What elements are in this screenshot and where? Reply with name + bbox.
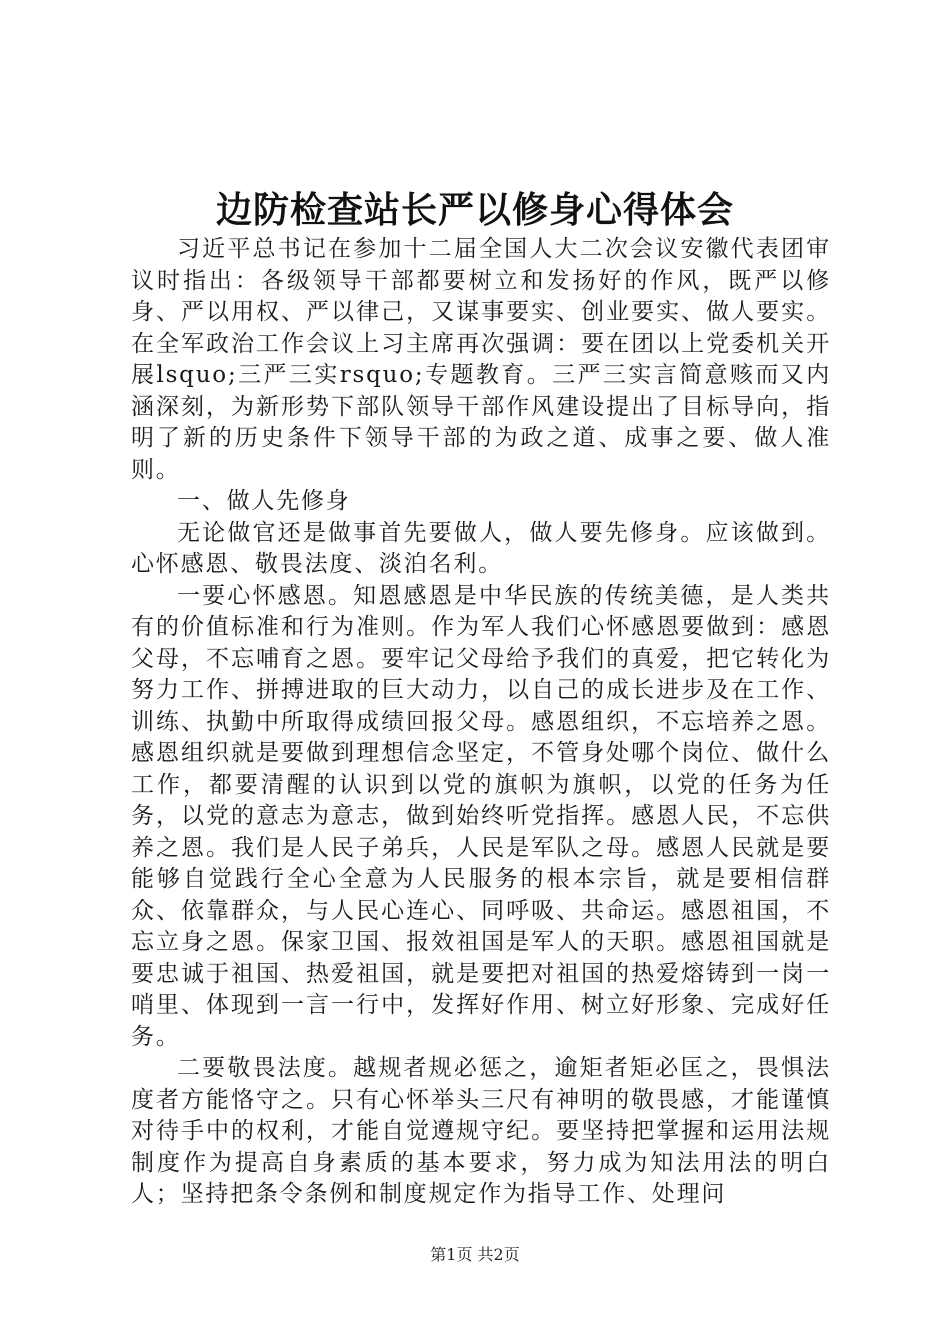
page-footer: 第1页 共2页 [430, 1245, 520, 1264]
document-title: 边防检查站长严以修身心得体会 [215, 189, 734, 231]
paragraph-intro: 习近平总书记在参加十二届全国人大二次会议安徽代表团审议时指出：各级领导干部都要树立和发扬好的作风，既严以修身、严以用权、严以律己，又谋事要实、创业要实、做人要实。在全军政治工作会议上习主席再次强调：要在团以上党委机关开展lsquo;三严三实rsquo;专题教育。三严三实言简意赅而又内涵深刻，为新形势下部队领导干部作风建设提出了目标导向，指明了新的历史条件下领导干部的为政之道、成事之要、做人准则。 [131, 236, 831, 483]
paragraph-respect-law: 二要敬畏法度。越规者规必惩之，逾矩者矩必匡之，畏惧法度者方能恪守之。只有心怀举头三尺有神明的敬畏感，才能谨慎对待手中的权利，才能自觉遵规守纪。要坚持把掌握和运用法规制度作为提高自身素质的基本要求，努力成为知法用法的明白人；坚持把条令条例和制度规定作为指导工作、处理问 [131, 1055, 831, 1207]
section-heading: 一、做人先修身 [177, 488, 351, 514]
paragraph-principle: 无论做官还是做事首先要做人，做人要先修身。应该做到。心怀感恩、敬畏法度、淡泊名利。 [131, 519, 831, 577]
paragraph-gratitude: 一要心怀感恩。知恩感恩是中华民族的传统美德，是人类共有的价值标准和行为准则。作为军人我们心怀感恩要做到：感恩父母，不忘哺育之恩。要牢记父母给予我们的真爱，把它转化为努力工作、拼搏进取的巨大动力，以自己的成长进步及在工作、训练、执勤中所取得成绩回报父母。感恩组织，不忘培养之恩。感恩组织就是要做到理想信念坚定，不管身处哪个岗位、做什么工作，都要清醒的认识到以党的旗帜为旗帜，以党的任务为任务，以党的意志为意志，做到始终听党指挥。感恩人民，不忘供养之恩。我们是人民子弟兵，人民是军队之母。感恩人民就是要能够自觉践行全心全意为人民服务的根本宗旨，就是要相信群众、依靠群众，与人民心连心、同呼吸、共命运。感恩祖国，不忘立身之恩。保家卫国、报效祖国是军人的天职。感恩祖国就是要忠诚于祖国、热爱祖国，就是要把对祖国的热爱熔铸到一岗一哨里、体现到一言一行中，发挥好作用、树立好形象、完成好任务。 [131, 582, 831, 1050]
document-body [131, 234, 831, 1211]
